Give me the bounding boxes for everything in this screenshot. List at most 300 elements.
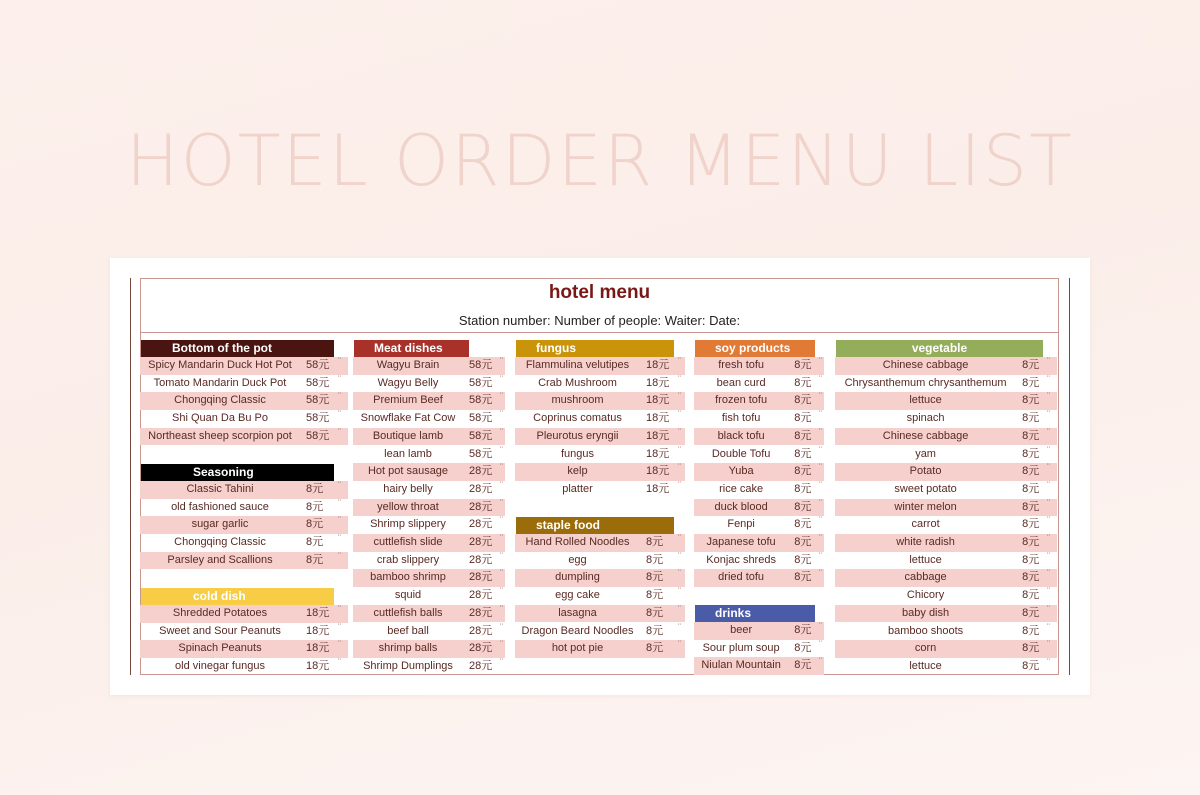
item-name: Sour plum soup bbox=[702, 641, 780, 654]
menu-item-row[interactable] bbox=[353, 587, 505, 605]
menu-item-row[interactable] bbox=[515, 446, 685, 464]
menu-item-row[interactable] bbox=[835, 534, 1057, 552]
item-name: hairy belly bbox=[383, 482, 433, 495]
quantity-mark: ¨ bbox=[678, 409, 681, 420]
quantity-mark: ¨ bbox=[338, 515, 341, 526]
quantity-mark: ¨ bbox=[338, 497, 341, 508]
item-price: 8元 bbox=[794, 359, 812, 371]
item-name: spinach bbox=[906, 412, 945, 425]
item-name: fish tofu bbox=[721, 412, 761, 425]
menu-item-row[interactable] bbox=[694, 657, 824, 675]
menu-item-row[interactable] bbox=[835, 410, 1057, 428]
item-name: Tomato Mandarin Duck Pot bbox=[153, 376, 287, 389]
item-price: 28元 bbox=[469, 536, 493, 548]
item-price: 8元 bbox=[306, 518, 324, 531]
item-price: 8元 bbox=[646, 589, 664, 602]
menu-item-row[interactable] bbox=[835, 516, 1057, 534]
menu-item-row[interactable] bbox=[353, 534, 505, 552]
item-name: shrimp balls bbox=[378, 642, 438, 655]
right-border-line bbox=[1069, 278, 1070, 675]
item-name: white radish bbox=[896, 536, 955, 548]
menu-item-row[interactable] bbox=[694, 516, 824, 534]
item-name: kelp bbox=[567, 465, 588, 478]
item-name: fungus bbox=[560, 447, 595, 460]
item-name: Spinach Peanuts bbox=[178, 642, 262, 655]
quantity-mark: ¨ bbox=[1047, 356, 1050, 366]
item-price: 58元 bbox=[306, 429, 330, 442]
item-price: 8元 bbox=[1022, 447, 1040, 460]
menu-item-row[interactable] bbox=[140, 481, 348, 499]
item-price: 8元 bbox=[646, 642, 664, 655]
page-title: HOTEL ORDER MENU LIST bbox=[125, 120, 1075, 202]
quantity-mark: ¨ bbox=[500, 373, 503, 384]
item-price: 58元 bbox=[469, 376, 493, 389]
item-price: 8元 bbox=[794, 659, 812, 672]
quantity-mark: ¨ bbox=[678, 603, 681, 614]
quantity-mark: ¨ bbox=[1047, 444, 1050, 455]
item-price: 18元 bbox=[306, 624, 330, 637]
item-price: 8元 bbox=[646, 536, 664, 548]
item-name: cuttlefish slide bbox=[373, 536, 443, 548]
quantity-mark: ¨ bbox=[500, 479, 503, 490]
item-price: 8元 bbox=[794, 376, 812, 389]
quantity-mark: ¨ bbox=[338, 409, 341, 420]
menu-item-row[interactable] bbox=[694, 375, 824, 393]
menu-item-row[interactable] bbox=[140, 534, 348, 552]
item-price: 18元 bbox=[646, 429, 670, 442]
menu-item-row[interactable] bbox=[353, 428, 505, 446]
menu-item-row[interactable] bbox=[353, 552, 505, 570]
quantity-mark: ¨ bbox=[678, 462, 681, 473]
item-name: Spicy Mandarin Duck Hot Pot bbox=[148, 359, 292, 371]
category-header: cold dish bbox=[141, 588, 334, 605]
item-name: fresh tofu bbox=[718, 359, 765, 371]
item-name: Japanese tofu bbox=[706, 536, 776, 548]
item-name: dried tofu bbox=[718, 571, 765, 584]
item-name: Wagyu Brain bbox=[376, 359, 440, 371]
item-name: egg bbox=[568, 553, 587, 566]
quantity-mark: ¨ bbox=[1047, 639, 1050, 650]
item-price: 58元 bbox=[306, 376, 330, 389]
menu-item-row[interactable] bbox=[835, 481, 1057, 499]
item-price: 8元 bbox=[306, 500, 324, 513]
quantity-mark: ¨ bbox=[500, 391, 503, 402]
item-name: Chinese cabbage bbox=[882, 429, 969, 442]
item-name: bamboo shrimp bbox=[370, 571, 446, 584]
category-header: fungus bbox=[516, 340, 674, 357]
quantity-mark: ¨ bbox=[1047, 373, 1050, 384]
item-name: Chinese cabbage bbox=[882, 359, 969, 371]
item-name: yellow throat bbox=[377, 500, 439, 513]
quantity-mark: ¨ bbox=[678, 550, 681, 561]
quantity-mark: ¨ bbox=[1047, 409, 1050, 420]
item-price: 8元 bbox=[1022, 536, 1040, 548]
menu-item-row[interactable] bbox=[835, 392, 1057, 410]
item-name: winter melon bbox=[894, 500, 957, 513]
item-price: 58元 bbox=[469, 394, 493, 407]
menu-item-row[interactable] bbox=[694, 534, 824, 552]
menu-item-row[interactable] bbox=[140, 605, 348, 623]
item-price: 18元 bbox=[646, 482, 670, 495]
menu-item-row[interactable] bbox=[353, 640, 505, 658]
item-name: Premium Beef bbox=[373, 394, 443, 407]
item-name: Snowflake Fat Cow bbox=[360, 412, 456, 425]
item-price: 18元 bbox=[306, 607, 330, 619]
item-price: 8元 bbox=[794, 412, 812, 425]
quantity-mark: ¨ bbox=[819, 515, 822, 526]
quantity-mark: ¨ bbox=[500, 586, 503, 597]
menu-item-row[interactable] bbox=[515, 463, 685, 481]
menu-item-row[interactable] bbox=[140, 357, 348, 375]
item-name: Konjac shreds bbox=[706, 553, 776, 566]
quantity-mark: ¨ bbox=[678, 373, 681, 384]
item-price: 8元 bbox=[1022, 376, 1040, 389]
quantity-mark: ¨ bbox=[819, 568, 822, 579]
item-price: 58元 bbox=[469, 429, 493, 442]
item-name: bean curd bbox=[716, 376, 766, 389]
quantity-mark: ¨ bbox=[1047, 515, 1050, 526]
item-price: 28元 bbox=[469, 482, 493, 495]
quantity-mark: ¨ bbox=[500, 603, 503, 614]
menu-item-row[interactable] bbox=[694, 446, 824, 464]
quantity-mark: ¨ bbox=[819, 426, 822, 437]
menu-item-row[interactable] bbox=[353, 357, 505, 375]
quantity-mark: ¨ bbox=[678, 479, 681, 490]
item-price: 8元 bbox=[794, 518, 812, 531]
item-price: 8元 bbox=[1022, 571, 1040, 584]
menu-item-row[interactable] bbox=[835, 605, 1057, 623]
quantity-mark: ¨ bbox=[819, 497, 822, 508]
quantity-mark: ¨ bbox=[819, 409, 822, 420]
menu-item-row[interactable] bbox=[835, 587, 1057, 605]
menu-item-row[interactable] bbox=[694, 569, 824, 587]
menu-item-row[interactable] bbox=[515, 605, 685, 623]
menu-item-row[interactable] bbox=[515, 552, 685, 570]
item-price: 28元 bbox=[469, 518, 493, 531]
menu-item-row[interactable] bbox=[515, 640, 685, 658]
menu-item-row[interactable] bbox=[835, 552, 1057, 570]
quantity-mark: ¨ bbox=[500, 533, 503, 543]
quantity-mark: ¨ bbox=[819, 656, 822, 667]
menu-item-row[interactable] bbox=[140, 658, 348, 676]
quantity-mark: ¨ bbox=[819, 356, 822, 366]
item-name: Shrimp slippery bbox=[370, 518, 446, 531]
menu-item-row[interactable] bbox=[515, 410, 685, 428]
menu-item-row[interactable] bbox=[694, 481, 824, 499]
menu-item-row[interactable] bbox=[515, 357, 685, 375]
menu-item-row[interactable] bbox=[515, 428, 685, 446]
quantity-mark: ¨ bbox=[1047, 462, 1050, 473]
item-price: 8元 bbox=[794, 536, 812, 548]
quantity-mark: ¨ bbox=[500, 462, 503, 473]
item-name: platter bbox=[562, 482, 593, 495]
menu-title: hotel menu bbox=[548, 282, 651, 303]
quantity-mark: ¨ bbox=[678, 391, 681, 402]
item-price: 18元 bbox=[646, 412, 670, 425]
quantity-mark: ¨ bbox=[678, 533, 681, 543]
quantity-mark: ¨ bbox=[1047, 656, 1050, 667]
item-price: 8元 bbox=[1022, 518, 1040, 531]
quantity-mark: ¨ bbox=[500, 639, 503, 650]
item-price: 28元 bbox=[469, 642, 493, 655]
menu-item-row[interactable] bbox=[353, 569, 505, 587]
menu-item-row[interactable] bbox=[694, 622, 824, 640]
quantity-mark: ¨ bbox=[338, 373, 341, 384]
quantity-mark: ¨ bbox=[338, 657, 341, 668]
quantity-mark: ¨ bbox=[678, 356, 681, 366]
menu-item-row[interactable] bbox=[140, 392, 348, 410]
item-price: 8元 bbox=[1022, 394, 1040, 407]
quantity-mark: ¨ bbox=[500, 515, 503, 526]
menu-item-row[interactable] bbox=[694, 392, 824, 410]
item-name: Coprinus comatus bbox=[533, 412, 622, 425]
quantity-mark: ¨ bbox=[500, 444, 503, 455]
quantity-mark: ¨ bbox=[819, 621, 822, 631]
menu-item-row[interactable] bbox=[835, 569, 1057, 587]
quantity-mark: ¨ bbox=[678, 639, 681, 650]
quantity-mark: ¨ bbox=[819, 444, 822, 455]
item-price: 8元 bbox=[1022, 642, 1040, 655]
menu-item-row[interactable] bbox=[835, 658, 1057, 676]
quantity-mark: ¨ bbox=[678, 586, 681, 597]
quantity-mark: ¨ bbox=[1047, 568, 1050, 579]
quantity-mark: ¨ bbox=[1047, 479, 1050, 490]
item-price: 8元 bbox=[794, 500, 812, 513]
quantity-mark: ¨ bbox=[338, 426, 341, 437]
item-name: sweet potato bbox=[894, 482, 957, 495]
item-name: Chrysanthemum chrysanthemum bbox=[844, 376, 1007, 389]
menu-item-row[interactable] bbox=[140, 410, 348, 428]
quantity-mark: ¨ bbox=[338, 621, 341, 632]
menu-item-row[interactable] bbox=[353, 499, 505, 517]
item-price: 8元 bbox=[1022, 553, 1040, 566]
item-price: 28元 bbox=[469, 553, 493, 566]
menu-item-row[interactable] bbox=[694, 428, 824, 446]
item-price: 28元 bbox=[469, 659, 493, 672]
item-price: 8元 bbox=[646, 571, 664, 584]
quantity-mark: ¨ bbox=[338, 550, 341, 561]
item-price: 8元 bbox=[1022, 659, 1040, 672]
item-price: 8元 bbox=[1022, 429, 1040, 442]
left-border-line bbox=[130, 278, 131, 675]
item-name: dumpling bbox=[555, 571, 600, 584]
menu-item-row[interactable] bbox=[835, 463, 1057, 481]
item-name: beef ball bbox=[387, 624, 429, 637]
menu-item-row[interactable] bbox=[835, 640, 1057, 658]
menu-item-row[interactable] bbox=[140, 640, 348, 658]
item-name: Wagyu Belly bbox=[377, 376, 439, 389]
menu-item-row[interactable] bbox=[835, 499, 1057, 517]
menu-item-row[interactable] bbox=[140, 552, 348, 570]
item-name: rice cake bbox=[719, 482, 764, 495]
quantity-mark: ¨ bbox=[819, 373, 822, 384]
item-name: Chongqing Classic bbox=[174, 394, 266, 407]
quantity-mark: ¨ bbox=[819, 550, 822, 561]
item-name: lettuce bbox=[909, 659, 942, 672]
item-price: 8元 bbox=[794, 429, 812, 442]
menu-item-row[interactable] bbox=[515, 375, 685, 393]
menu-item-row[interactable] bbox=[694, 499, 824, 517]
item-name: old vinegar fungus bbox=[175, 660, 265, 673]
quantity-mark: ¨ bbox=[500, 568, 503, 579]
item-name: Shrimp Dumplings bbox=[363, 659, 453, 672]
item-name: Classic Tahini bbox=[186, 483, 254, 495]
item-name: Dragon Beard Noodles bbox=[521, 624, 634, 637]
quantity-mark: ¨ bbox=[500, 409, 503, 420]
category-header: Meat dishes bbox=[354, 340, 469, 357]
item-name: Chongqing Classic bbox=[174, 536, 266, 549]
item-price: 28元 bbox=[469, 571, 493, 584]
item-price: 58元 bbox=[469, 412, 493, 425]
item-price: 8元 bbox=[1022, 482, 1040, 495]
menu-item-row[interactable] bbox=[353, 446, 505, 464]
quantity-mark: ¨ bbox=[1047, 603, 1050, 614]
quantity-mark: ¨ bbox=[1047, 533, 1050, 543]
item-name: duck blood bbox=[714, 500, 768, 513]
item-price: 8元 bbox=[1022, 465, 1040, 478]
item-price: 8元 bbox=[306, 536, 324, 549]
quantity-mark: ¨ bbox=[819, 391, 822, 402]
item-price: 28元 bbox=[469, 624, 493, 637]
item-price: 18元 bbox=[646, 359, 670, 371]
item-name: mushroom bbox=[551, 394, 604, 407]
item-name: egg cake bbox=[555, 589, 600, 602]
item-name: Hand Rolled Noodles bbox=[525, 536, 630, 548]
menu-item-row[interactable] bbox=[353, 516, 505, 534]
menu-item-row[interactable] bbox=[515, 534, 685, 552]
quantity-mark: ¨ bbox=[819, 533, 822, 543]
menu-item-row[interactable] bbox=[515, 392, 685, 410]
item-price: 58元 bbox=[306, 412, 330, 425]
quantity-mark: ¨ bbox=[1047, 497, 1050, 508]
menu-item-row[interactable] bbox=[353, 392, 505, 410]
item-price: 28元 bbox=[469, 465, 493, 478]
header-separator bbox=[140, 332, 1059, 333]
item-name: old fashioned sauce bbox=[171, 500, 269, 513]
menu-item-row[interactable] bbox=[835, 357, 1057, 375]
quantity-mark: ¨ bbox=[500, 497, 503, 508]
menu-item-row[interactable] bbox=[140, 428, 348, 446]
item-name: cuttlefish balls bbox=[373, 606, 443, 619]
item-price: 8元 bbox=[646, 624, 664, 637]
item-name: Crab Mushroom bbox=[538, 376, 617, 389]
menu-item-row[interactable] bbox=[140, 516, 348, 534]
menu-item-row[interactable] bbox=[515, 587, 685, 605]
menu-item-row[interactable] bbox=[353, 375, 505, 393]
quantity-mark: ¨ bbox=[500, 656, 503, 667]
item-name: Pleurotus eryngii bbox=[536, 429, 619, 442]
item-name: Fenpi bbox=[727, 518, 755, 531]
item-price: 8元 bbox=[1022, 624, 1040, 637]
menu-subtitle: Station number: Number of people: Waiter: Date: bbox=[458, 313, 741, 328]
item-name: black tofu bbox=[717, 429, 765, 442]
quantity-mark: ¨ bbox=[500, 426, 503, 437]
item-name: Chicory bbox=[906, 589, 945, 602]
menu-item-row[interactable] bbox=[835, 623, 1057, 641]
menu-item-row[interactable] bbox=[140, 375, 348, 393]
category-header: vegetable bbox=[836, 340, 1043, 357]
quantity-mark: ¨ bbox=[338, 639, 341, 650]
quantity-mark: ¨ bbox=[678, 568, 681, 579]
item-name: Sweet and Sour Peanuts bbox=[159, 624, 281, 637]
item-price: 8元 bbox=[1022, 500, 1040, 513]
item-price: 8元 bbox=[1022, 359, 1040, 371]
menu-item-row[interactable] bbox=[835, 375, 1057, 393]
menu-item-row[interactable] bbox=[353, 481, 505, 499]
item-name: Shredded Potatoes bbox=[172, 607, 268, 619]
category-header: drinks bbox=[695, 605, 815, 622]
item-name: crab slippery bbox=[376, 553, 440, 566]
quantity-mark: ¨ bbox=[819, 638, 822, 649]
menu-item-row[interactable] bbox=[835, 446, 1057, 464]
quantity-mark: ¨ bbox=[678, 426, 681, 437]
item-price: 8元 bbox=[1022, 606, 1040, 619]
item-price: 28元 bbox=[469, 606, 493, 619]
menu-item-row[interactable] bbox=[515, 569, 685, 587]
item-name: Boutique lamb bbox=[372, 429, 444, 442]
quantity-mark: ¨ bbox=[338, 604, 341, 614]
item-name: Flammulina velutipes bbox=[525, 359, 630, 371]
category-header: staple food bbox=[516, 517, 674, 534]
menu-item-row[interactable] bbox=[694, 357, 824, 375]
menu-item-row[interactable] bbox=[515, 623, 685, 641]
menu-item-row[interactable] bbox=[515, 481, 685, 499]
item-name: Double Tofu bbox=[711, 447, 771, 460]
item-name: squid bbox=[394, 589, 422, 602]
item-price: 8元 bbox=[646, 553, 664, 566]
menu-item-row[interactable] bbox=[353, 623, 505, 641]
quantity-mark: ¨ bbox=[500, 550, 503, 561]
item-name: beer bbox=[730, 624, 753, 636]
item-price: 58元 bbox=[469, 447, 493, 460]
menu-item-row[interactable] bbox=[694, 463, 824, 481]
menu-item-row[interactable] bbox=[694, 410, 824, 428]
item-price: 18元 bbox=[306, 642, 330, 655]
item-price: 28元 bbox=[469, 500, 493, 513]
quantity-mark: ¨ bbox=[500, 356, 503, 366]
item-name: carrot bbox=[911, 518, 940, 531]
item-name: Hot pot sausage bbox=[367, 465, 449, 478]
menu-item-row[interactable] bbox=[694, 552, 824, 570]
menu-item-row[interactable] bbox=[353, 410, 505, 428]
quantity-mark: ¨ bbox=[819, 462, 822, 473]
item-price: 8元 bbox=[794, 394, 812, 407]
item-price: 8元 bbox=[794, 624, 812, 636]
item-price: 8元 bbox=[306, 553, 324, 566]
item-name: frozen tofu bbox=[715, 394, 768, 407]
item-price: 18元 bbox=[646, 465, 670, 478]
item-price: 58元 bbox=[306, 359, 330, 371]
quantity-mark: ¨ bbox=[1047, 621, 1050, 632]
item-name: lettuce bbox=[909, 394, 942, 407]
item-name: lettuce bbox=[909, 553, 942, 566]
menu-item-row[interactable] bbox=[353, 658, 505, 676]
menu-item-row[interactable] bbox=[140, 623, 348, 641]
menu-item-row[interactable] bbox=[353, 605, 505, 623]
menu-item-row[interactable] bbox=[140, 499, 348, 517]
item-name: hot pot pie bbox=[551, 642, 604, 655]
quantity-mark: ¨ bbox=[1047, 550, 1050, 561]
item-name: lean lamb bbox=[384, 447, 432, 460]
menu-item-row[interactable] bbox=[353, 463, 505, 481]
quantity-mark: ¨ bbox=[1047, 391, 1050, 402]
menu-item-row[interactable] bbox=[835, 428, 1057, 446]
item-name: cabbage bbox=[904, 571, 947, 584]
menu-item-row[interactable] bbox=[694, 640, 824, 658]
item-price: 8元 bbox=[306, 483, 324, 495]
category-header: Seasoning bbox=[141, 464, 334, 481]
item-name: corn bbox=[914, 642, 937, 655]
